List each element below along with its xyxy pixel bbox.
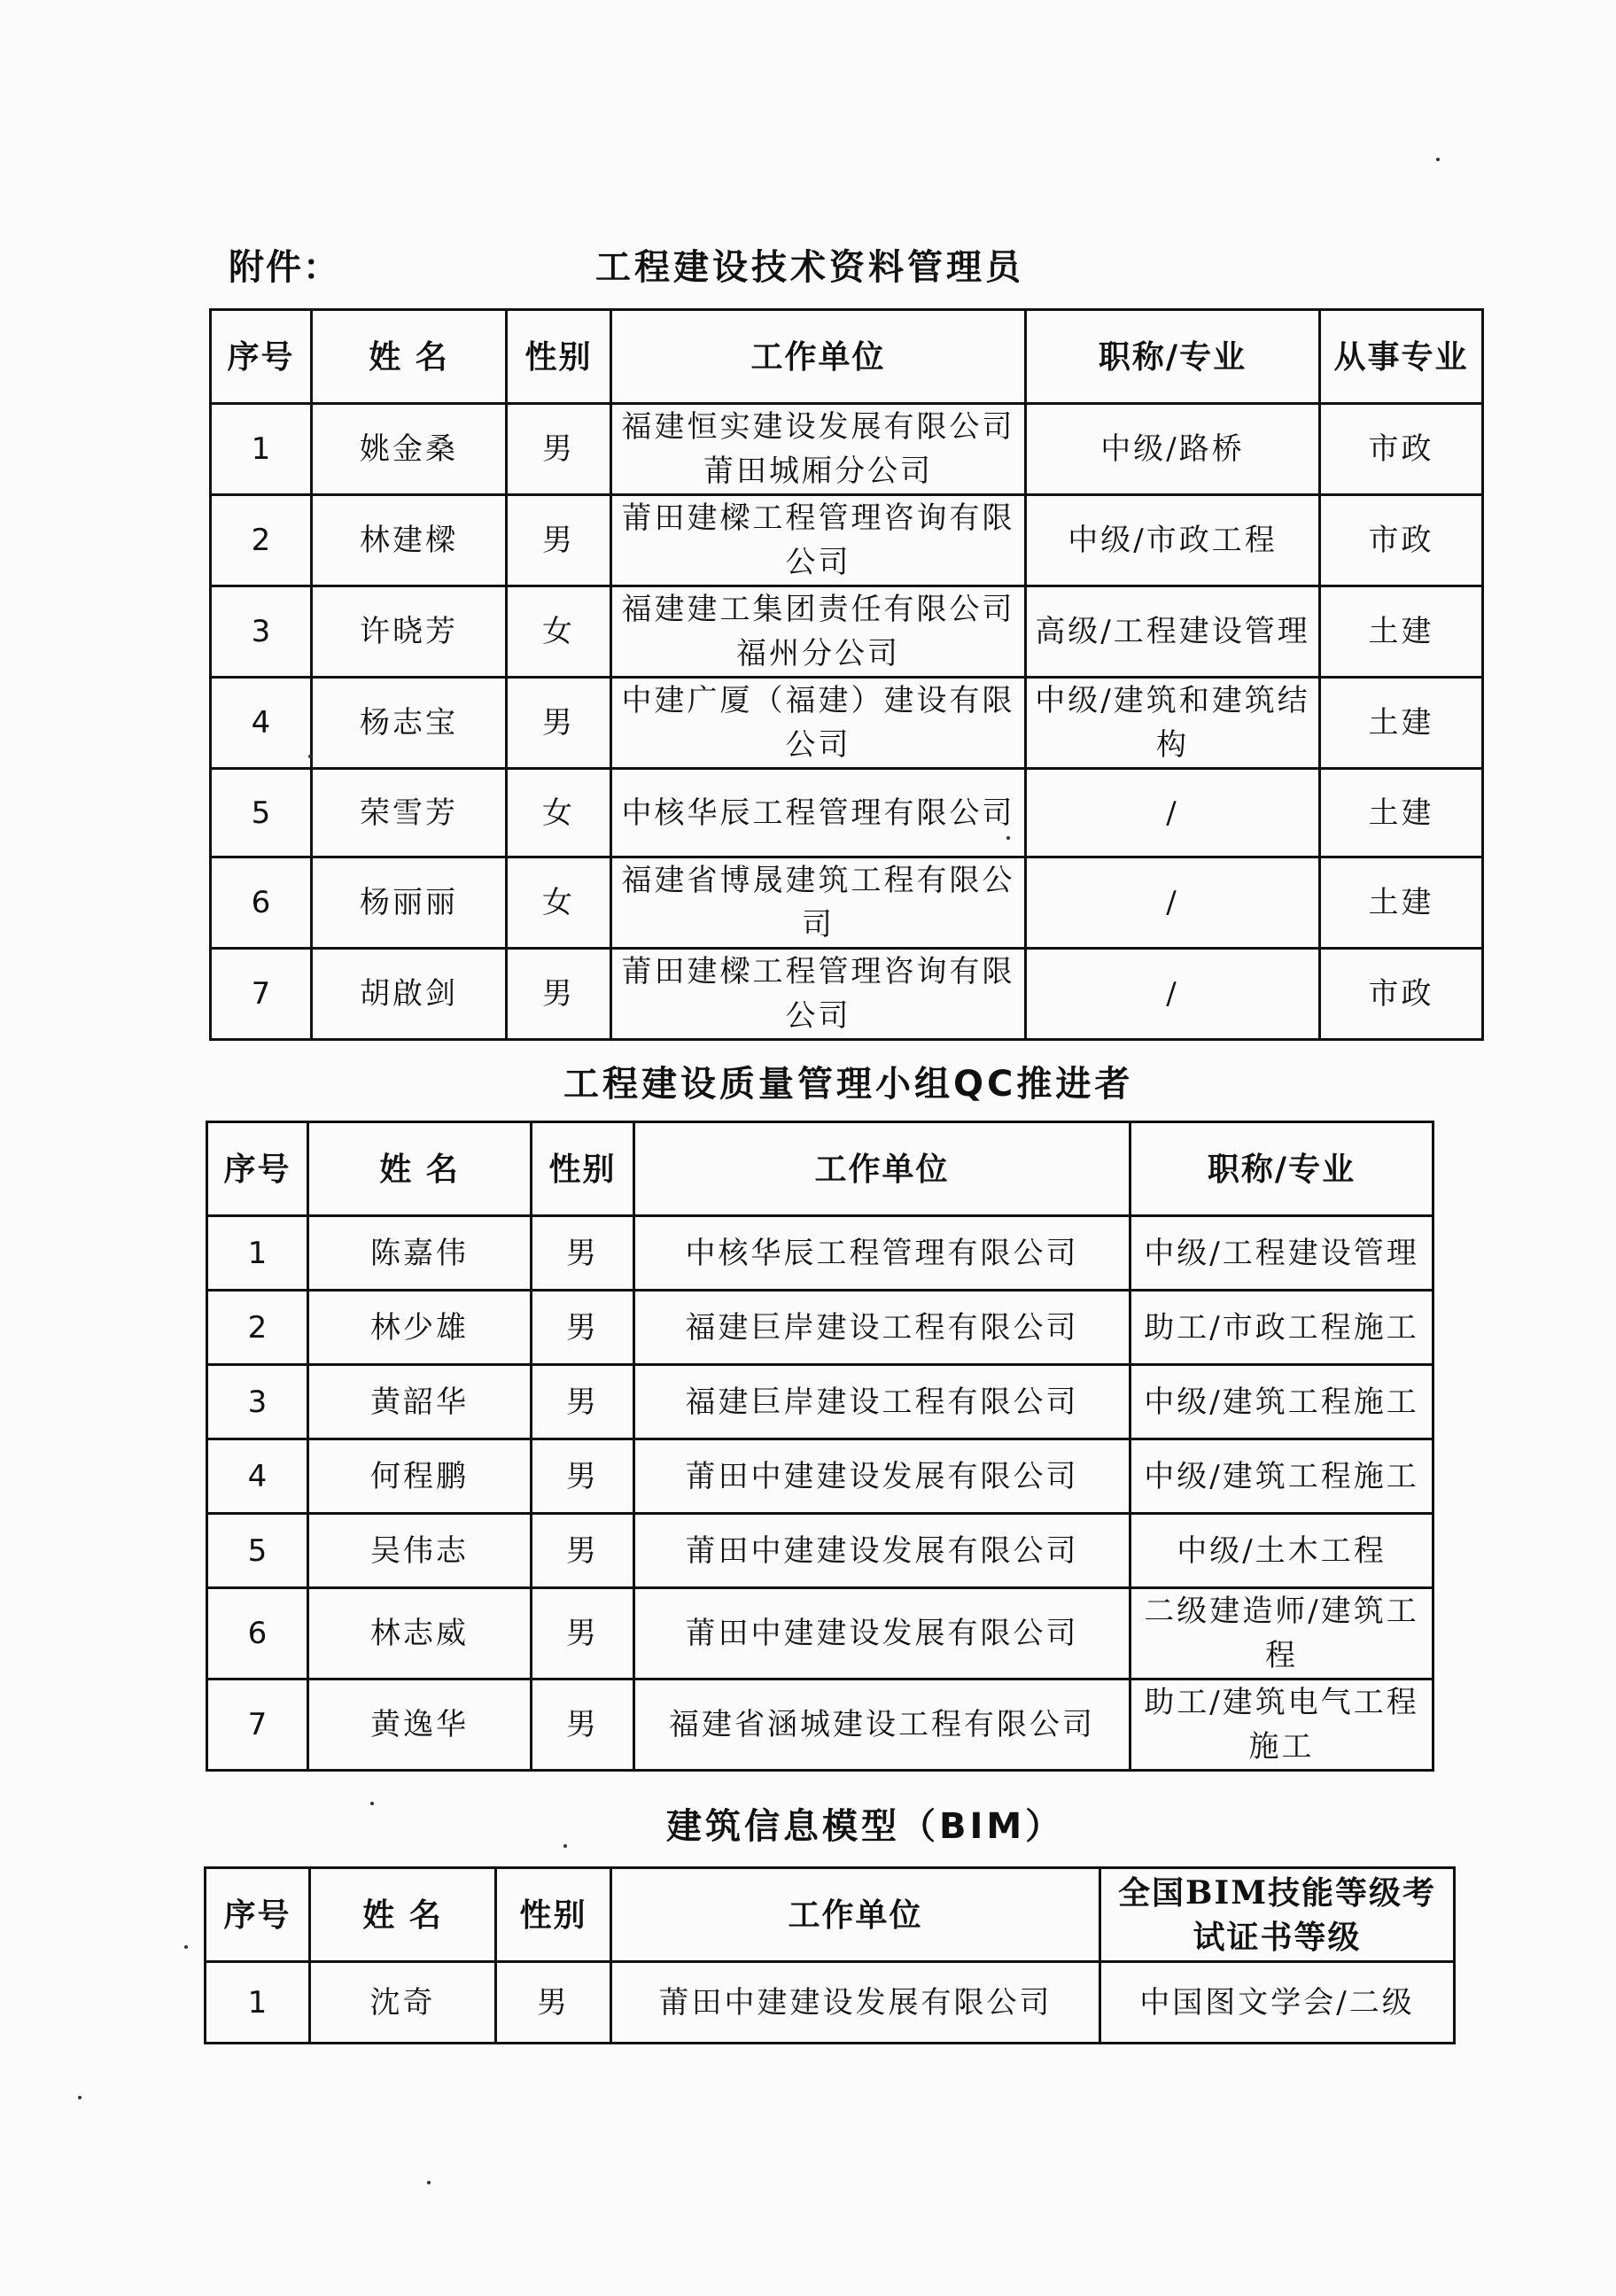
cell-name: 林少雄 [308, 1291, 532, 1365]
cell-seq: 6 [211, 857, 312, 949]
cell-seq: 2 [211, 495, 312, 586]
header-employer: 工作单位 [634, 1122, 1130, 1216]
cell-gender: 女 [507, 769, 611, 857]
cell-title-major: 助工/市政工程施工 [1130, 1291, 1433, 1365]
cell-seq: 2 [207, 1291, 308, 1365]
cell-employer: 福建省涵城建设工程有限公司 [634, 1679, 1130, 1771]
table-row [211, 495, 1483, 586]
cell-title-major: 二级建造师/建筑工程 [1130, 1588, 1433, 1679]
cell-employer: 中建广厦（福建）建设有限公司 [611, 678, 1026, 769]
header-title-major: 职称/专业 [1130, 1122, 1433, 1216]
header-gender: 性别 [496, 1868, 611, 1962]
cell-gender: 女 [507, 586, 611, 678]
cell-gender: 男 [507, 949, 611, 1040]
cell-seq: 1 [211, 404, 312, 495]
cell-title-major: 中级/建筑工程施工 [1130, 1365, 1433, 1439]
cell-gender: 男 [532, 1365, 634, 1439]
cell-field: 市政 [1320, 949, 1483, 1040]
header-seq: 序号 [207, 1122, 308, 1216]
table-row [211, 678, 1483, 769]
cell-employer: 福建巨岸建设工程有限公司 [634, 1291, 1130, 1365]
scan-speck [184, 1945, 188, 1949]
scan-speck [427, 2181, 431, 2184]
table-row [207, 1439, 1433, 1514]
header-name: 姓 名 [308, 1122, 532, 1216]
cell-seq: 7 [207, 1679, 308, 1771]
header-gender: 性别 [532, 1122, 634, 1216]
scan-speck [308, 755, 312, 758]
cell-title-major: 中级/市政工程 [1026, 495, 1320, 586]
cell-field: 土建 [1320, 678, 1483, 769]
table-row [211, 769, 1483, 857]
attachment-label: 附件： [229, 247, 340, 288]
cell-gender: 男 [532, 1679, 634, 1771]
cell-gender: 男 [532, 1588, 634, 1679]
cell-title-major: / [1026, 949, 1320, 1040]
cell-gender: 男 [507, 678, 611, 769]
cell-employer: 中核华辰工程管理有限公司 [611, 769, 1026, 857]
cell-title-major: / [1026, 857, 1320, 949]
header-seq: 序号 [206, 1868, 310, 1962]
cell-name: 许晓芳 [312, 586, 507, 678]
cell-title-major: / [1026, 769, 1320, 857]
scan-speck [1006, 836, 1010, 840]
cell-title-major: 中级/路桥 [1026, 404, 1320, 495]
section-title-tech-archivist: 工程建设技术资料管理员 [595, 247, 1024, 288]
table-row [207, 1679, 1433, 1771]
cell-name: 林建樑 [312, 495, 507, 586]
cell-seq: 4 [211, 678, 312, 769]
cell-name: 林志威 [308, 1588, 532, 1679]
cell-title-major: 中国图文学会/二级 [1100, 1962, 1455, 2044]
cell-name: 黄逸华 [308, 1679, 532, 1771]
cell-employer: 中核华辰工程管理有限公司 [634, 1216, 1130, 1291]
header-name: 姓 名 [310, 1868, 496, 1962]
cell-name: 陈嘉伟 [308, 1216, 532, 1291]
scan-speck [370, 1802, 374, 1805]
cell-title-major: 中级/工程建设管理 [1130, 1216, 1433, 1291]
cell-gender: 男 [507, 495, 611, 586]
cell-seq: 5 [211, 769, 312, 857]
cell-gender: 男 [507, 404, 611, 495]
cell-title-major: 中级/建筑工程施工 [1130, 1439, 1433, 1514]
cell-seq: 4 [207, 1439, 308, 1514]
cell-seq: 5 [207, 1514, 308, 1588]
header-gender: 性别 [507, 310, 611, 404]
table-tech-archivist [209, 308, 1484, 1041]
header-title-major: 全国BIM技能等级考试证书等级 [1100, 1868, 1455, 1962]
cell-gender: 男 [532, 1291, 634, 1365]
cell-title-major: 助工/建筑电气工程施工 [1130, 1679, 1433, 1771]
section-title-qc-promoter: 工程建设质量管理小组QC推进者 [563, 1064, 1134, 1105]
table-row [207, 1216, 1433, 1291]
cell-employer: 福建建工集团责任有限公司福州分公司 [611, 586, 1026, 678]
cell-employer: 莆田建樑工程管理咨询有限公司 [611, 949, 1026, 1040]
cell-name: 姚金桑 [312, 404, 507, 495]
header-employer: 工作单位 [611, 1868, 1100, 1962]
header-title-major: 职称/专业 [1026, 310, 1320, 404]
table-qc-promoter [206, 1121, 1434, 1772]
cell-field: 土建 [1320, 586, 1483, 678]
section-title-bim: 建筑信息模型（BIM） [666, 1806, 1065, 1847]
cell-employer: 福建恒实建设发展有限公司莆田城厢分公司 [611, 404, 1026, 495]
cell-field: 市政 [1320, 495, 1483, 586]
scan-speck [563, 1844, 567, 1848]
cell-seq: 3 [211, 586, 312, 678]
header-seq: 序号 [211, 310, 312, 404]
cell-gender: 女 [507, 857, 611, 949]
cell-seq: 1 [206, 1962, 310, 2044]
cell-title-major: 高级/工程建设管理 [1026, 586, 1320, 678]
cell-gender: 男 [532, 1514, 634, 1588]
scan-speck [78, 2096, 82, 2099]
cell-name: 何程鹏 [308, 1439, 532, 1514]
table-row [211, 857, 1483, 949]
cell-seq: 3 [207, 1365, 308, 1439]
cell-employer: 莆田建樑工程管理咨询有限公司 [611, 495, 1026, 586]
cell-gender: 男 [532, 1216, 634, 1291]
cell-field: 土建 [1320, 769, 1483, 857]
cell-name: 沈奇 [310, 1962, 496, 2044]
cell-title-major: 中级/建筑和建筑结构 [1026, 678, 1320, 769]
header-employer: 工作单位 [611, 310, 1026, 404]
table-row [206, 1962, 1455, 2044]
cell-name: 杨志宝 [312, 678, 507, 769]
cell-field: 市政 [1320, 404, 1483, 495]
header-name: 姓 名 [312, 310, 507, 404]
cell-seq: 7 [211, 949, 312, 1040]
cell-name: 荣雪芳 [312, 769, 507, 857]
cell-employer: 莆田中建建设发展有限公司 [634, 1439, 1130, 1514]
table-bim [204, 1866, 1456, 2044]
cell-employer: 莆田中建建设发展有限公司 [634, 1514, 1130, 1588]
table-row [207, 1291, 1433, 1365]
cell-employer: 福建省博晟建筑工程有限公司 [611, 857, 1026, 949]
table-row [207, 1514, 1433, 1588]
cell-employer: 莆田中建建设发展有限公司 [634, 1588, 1130, 1679]
cell-field: 土建 [1320, 857, 1483, 949]
cell-name: 胡啟剑 [312, 949, 507, 1040]
scan-speck [1436, 158, 1440, 161]
cell-employer: 莆田中建建设发展有限公司 [611, 1962, 1100, 2044]
cell-name: 黄韶华 [308, 1365, 532, 1439]
cell-employer: 福建巨岸建设工程有限公司 [634, 1365, 1130, 1439]
table-row [207, 1588, 1433, 1679]
table-row [211, 586, 1483, 678]
table-row [207, 1365, 1433, 1439]
table-row [211, 949, 1483, 1040]
cell-gender: 男 [532, 1439, 634, 1514]
cell-gender: 男 [496, 1962, 611, 2044]
cell-seq: 6 [207, 1588, 308, 1679]
table-row [211, 404, 1483, 495]
cell-seq: 1 [207, 1216, 308, 1291]
cell-name: 杨丽丽 [312, 857, 507, 949]
cell-name: 吴伟志 [308, 1514, 532, 1588]
header-field: 从事专业 [1320, 310, 1483, 404]
cell-title-major: 中级/土木工程 [1130, 1514, 1433, 1588]
